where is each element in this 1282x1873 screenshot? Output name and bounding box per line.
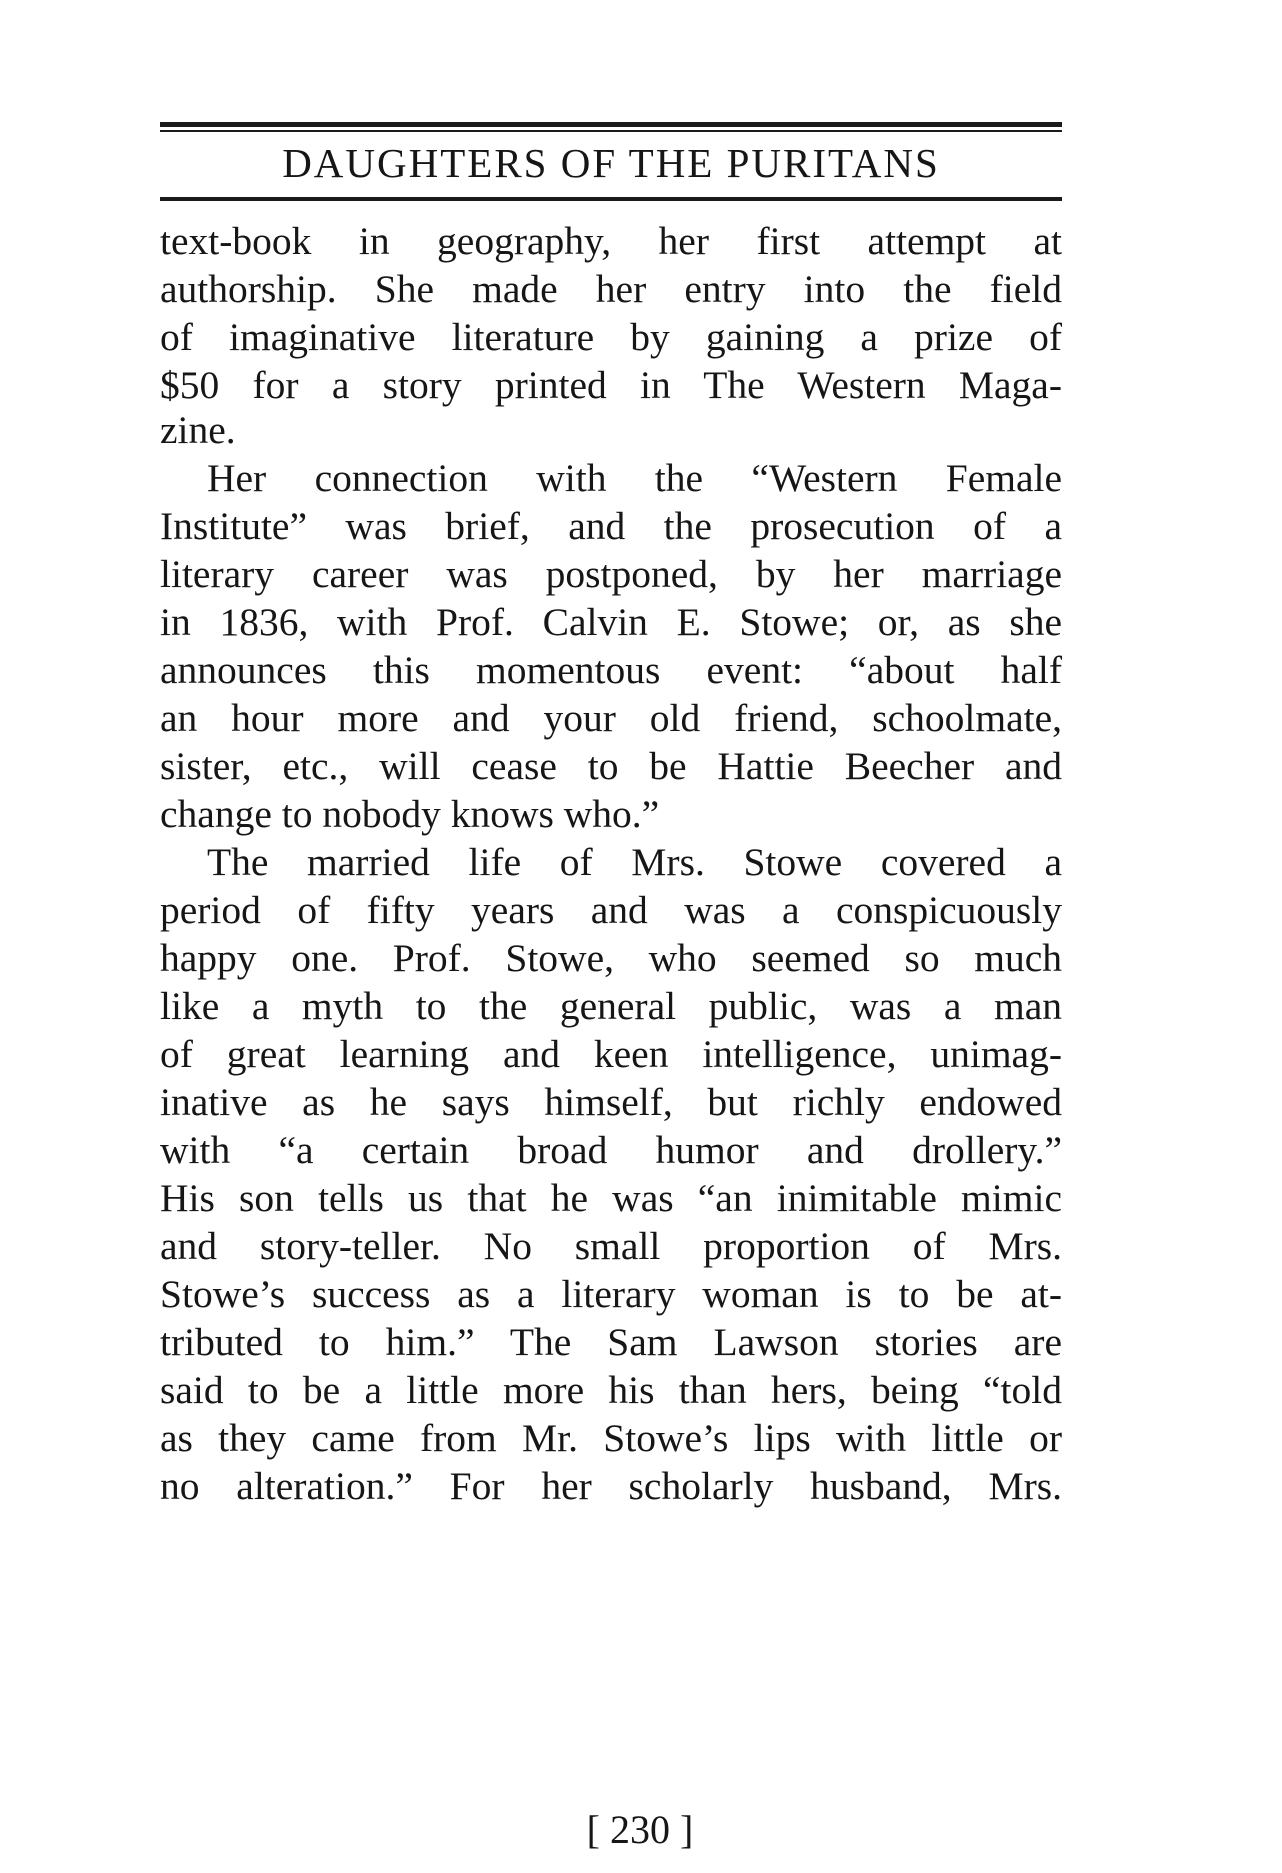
text-line: an hour more and your old friend, schoolmate, bbox=[160, 696, 1062, 740]
running-head: DAUGHTERS OF THE PURITANS bbox=[282, 140, 940, 186]
text-line: change to nobody knows who.” bbox=[160, 792, 660, 836]
text-line: period of fifty years and was a conspicuously bbox=[160, 888, 1062, 932]
text-line: as they came from Mr. Stowe’s lips with little or bbox=[160, 1416, 1062, 1460]
text-line: sister, etc., will cease to be Hattie Beecher and bbox=[160, 744, 1062, 788]
text-line: of great learning and keen intelligence, unimag- bbox=[160, 1032, 1062, 1076]
paragraph-first-line: Her connection with the “Western Female bbox=[207, 456, 1062, 500]
text-line: His son tells us that he was “an inimitable mimic bbox=[160, 1176, 1062, 1220]
text-line: text-book in geography, her first attempt at bbox=[160, 219, 1062, 263]
text-line: happy one. Prof. Stowe, who seemed so much bbox=[160, 936, 1062, 980]
text-line: literary career was postponed, by her marriage bbox=[160, 552, 1062, 596]
text-line: in 1836, with Prof. Calvin E. Stowe; or, as she bbox=[160, 600, 1062, 644]
header-rule-thick bbox=[160, 122, 1062, 127]
text-line: announces this momentous event: “about half bbox=[160, 648, 1062, 692]
text-line: $50 for a story printed in The Western Maga- bbox=[160, 363, 1062, 407]
header-rule-bottom bbox=[160, 197, 1062, 201]
page-number: [ 230 ] bbox=[586, 1807, 694, 1852]
text-line: of imaginative literature by gaining a prize of bbox=[160, 315, 1062, 359]
text-line: with “a certain broad humor and drollery.” bbox=[160, 1128, 1062, 1172]
text-line: tributed to him.” The Sam Lawson stories are bbox=[160, 1320, 1062, 1364]
text-line: authorship. She made her entry into the field bbox=[160, 267, 1062, 311]
text-line: no alteration.” For her scholarly husband, Mrs. bbox=[160, 1464, 1062, 1508]
text-line: zine. bbox=[160, 408, 236, 452]
text-line: Institute” was brief, and the prosecution of a bbox=[160, 504, 1062, 548]
paragraph-first-line: The married life of Mrs. Stowe covered a bbox=[207, 840, 1062, 884]
text-line: like a myth to the general public, was a man bbox=[160, 984, 1062, 1028]
header-rule-thin bbox=[160, 130, 1062, 132]
text-line: said to be a little more his than hers, being “told bbox=[160, 1368, 1062, 1412]
text-line: inative as he says himself, but richly endowed bbox=[160, 1080, 1062, 1124]
text-line: and story-teller. No small proportion of Mrs. bbox=[160, 1224, 1062, 1268]
text-line: Stowe’s success as a literary woman is to be at- bbox=[160, 1272, 1062, 1316]
